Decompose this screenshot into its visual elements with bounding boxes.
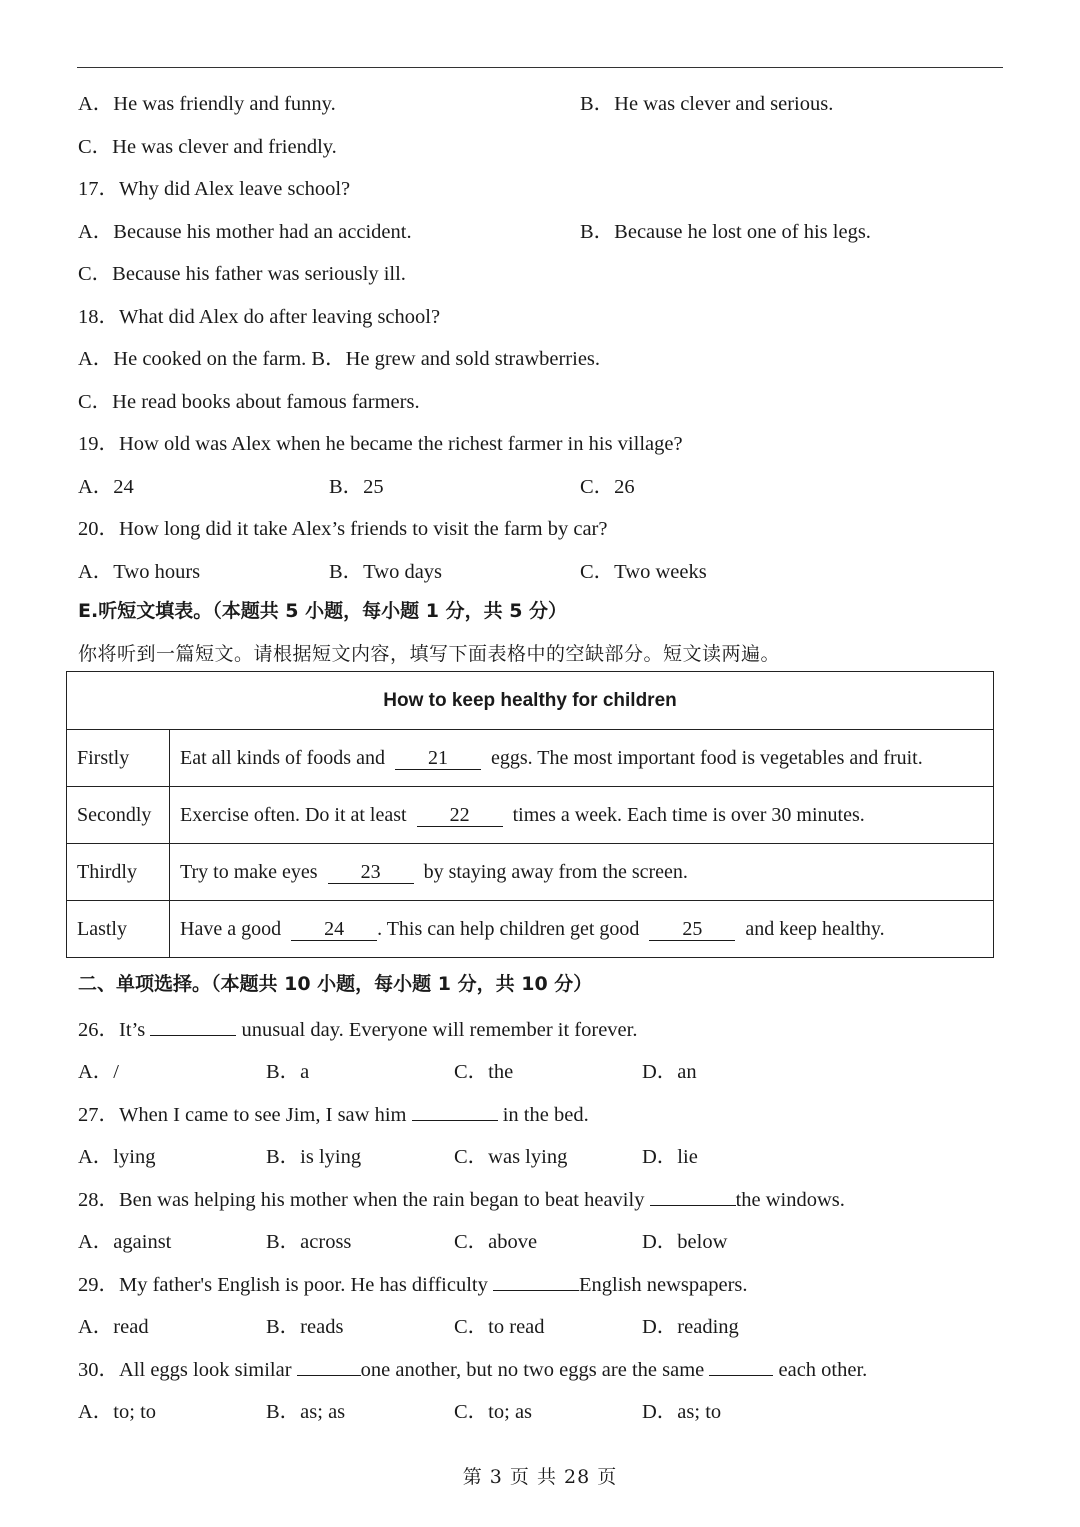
question-text: 28．Ben was helping his mother when the rain began to beat heavily	[78, 1189, 645, 1211]
q27-question	[78, 1097, 589, 1127]
blank-25: 25	[649, 918, 735, 941]
q29-option-a: A．read	[78, 1316, 149, 1338]
q17-option-c: C．Because his father was seriously ill.	[78, 263, 406, 285]
row-text: times a week. Each time is over 30 minutes.	[512, 803, 865, 826]
answer-blank	[150, 1017, 236, 1036]
table-row	[67, 787, 994, 844]
q30-option-b: B．as; as	[266, 1401, 346, 1423]
question-text: 30．All eggs look similar	[78, 1359, 292, 1381]
q26-option-c: C．the	[454, 1061, 514, 1083]
question-text: 29．My father's English is poor. He has difficulty	[78, 1274, 488, 1296]
blank-23: 23	[328, 861, 414, 884]
section-2-title: 二、单项选择。（本题共 10 小题，每小题 1 分，共 10 分）	[78, 973, 593, 995]
row-content	[170, 901, 994, 958]
q18-option-c: C．He read books about famous farmers.	[78, 391, 420, 413]
answer-blank	[650, 1187, 736, 1206]
row-label: Lastly	[67, 901, 170, 958]
fill-in-table	[66, 671, 994, 958]
q27-option-d: D．lie	[642, 1146, 698, 1168]
blank-24: 24	[291, 918, 377, 941]
q30-option-d: D．as; to	[642, 1401, 722, 1423]
q20-question: 20．How long did it take Alex’s friends to visit the farm by car?	[78, 518, 608, 540]
q29-option-b: B．reads	[266, 1316, 344, 1338]
row-text: Try to make eyes	[180, 860, 318, 883]
row-label: Secondly	[67, 787, 170, 844]
q19-question: 19．How old was Alex when he became the richest farmer in his village?	[78, 433, 683, 455]
answer-blank	[493, 1272, 579, 1291]
row-text: . This can help children get good	[377, 917, 640, 940]
q28-question	[78, 1182, 845, 1212]
q26-option-a: A．/	[78, 1061, 119, 1083]
question-text: in the bed.	[502, 1104, 589, 1126]
q19-option-a: A．24	[78, 476, 134, 498]
q30-option-a: A．to; to	[78, 1401, 157, 1423]
row-label: Thirdly	[67, 844, 170, 901]
q30-question	[78, 1352, 867, 1382]
q18-question: 18．What did Alex do after leaving school?	[78, 306, 441, 328]
table-row	[67, 730, 994, 787]
q16-option-b: B．He was clever and serious.	[580, 93, 834, 115]
row-content	[170, 844, 994, 901]
question-text: each other.	[778, 1359, 868, 1381]
q19-option-c: C．26	[580, 476, 635, 498]
q26-question	[78, 1012, 637, 1042]
q30-option-c: C．to; as	[454, 1401, 533, 1423]
question-text: 26．It’s	[78, 1019, 146, 1041]
page-number: 第 3 页 共 28 页	[462, 1466, 618, 1488]
section-e-title: E.听短文填表。（本题共 5 小题，每小题 1 分，共 5 分）	[78, 600, 568, 622]
q20-option-a: A．Two hours	[78, 561, 201, 583]
row-text: eggs. The most important food is vegetables and fruit.	[490, 746, 923, 769]
question-text: the windows.	[735, 1189, 845, 1211]
q29-option-c: C．to read	[454, 1316, 545, 1338]
q28-option-c: C．above	[454, 1231, 538, 1253]
q17-option-b: B．Because he lost one of his legs.	[580, 221, 871, 243]
question-text: unusual day. Everyone will remember it forever.	[241, 1019, 638, 1041]
row-text: and keep healthy.	[745, 917, 885, 940]
table-heading: How to keep healthy for children	[67, 672, 994, 730]
q28-option-b: B．across	[266, 1231, 352, 1253]
q27-option-a: A．lying	[78, 1146, 156, 1168]
section-e-instruction: 你将听到一篇短文。请根据短文内容，填写下面表格中的空缺部分。短文读两遍。	[78, 643, 781, 665]
q20-option-c: C．Two weeks	[580, 561, 707, 583]
q26-option-d: D．an	[642, 1061, 697, 1083]
question-text: English newspapers.	[578, 1274, 748, 1296]
q27-option-b: B．is lying	[266, 1146, 362, 1168]
q18-options-ab: A．He cooked on the farm. B．He grew and sold strawberries.	[78, 348, 601, 370]
row-text: Eat all kinds of foods and	[180, 746, 385, 769]
blank-21: 21	[395, 747, 481, 770]
row-text: Exercise often. Do it at least	[180, 803, 407, 826]
question-text: 27．When I came to see Jim, I saw him	[78, 1104, 407, 1126]
table-row	[67, 901, 994, 958]
q20-option-b: B．Two days	[329, 561, 443, 583]
q17-option-a: A．Because his mother had an accident.	[78, 221, 412, 243]
blank-22: 22	[417, 804, 503, 827]
q28-option-d: D．below	[642, 1231, 728, 1253]
q29-question	[78, 1267, 748, 1297]
q28-option-a: A．against	[78, 1231, 172, 1253]
row-text: by staying away from the screen.	[423, 860, 688, 883]
answer-blank	[412, 1102, 498, 1121]
q29-option-d: D．reading	[642, 1316, 739, 1338]
row-label: Firstly	[67, 730, 170, 787]
answer-blank	[709, 1357, 773, 1376]
row-content	[170, 730, 994, 787]
header-rule	[77, 67, 1003, 68]
table-row	[67, 844, 994, 901]
q26-option-b: B．a	[266, 1061, 310, 1083]
q16-option-c: C．He was clever and friendly.	[78, 136, 337, 158]
q17-question: 17．Why did Alex leave school?	[78, 178, 351, 200]
question-text: one another, but no two eggs are the same	[360, 1359, 705, 1381]
row-text: Have a good	[180, 917, 282, 940]
answer-blank	[297, 1357, 361, 1376]
q16-option-a: A．He was friendly and funny.	[78, 93, 336, 115]
row-content	[170, 787, 994, 844]
q27-option-c: C．was lying	[454, 1146, 568, 1168]
q19-option-b: B．25	[329, 476, 384, 498]
